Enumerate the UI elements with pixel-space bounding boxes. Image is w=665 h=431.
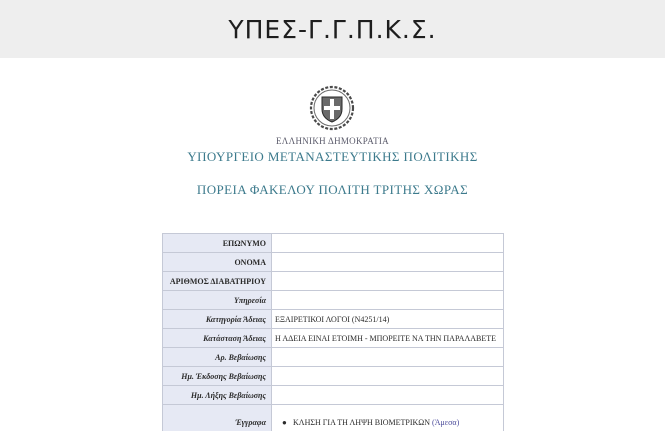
row-label-surname: ΕΠΩΝΥΜΟ (163, 234, 272, 253)
table-row (163, 405, 504, 431)
row-value-permit-status: Η ΑΔΕΙΑ ΕΙΝΑΙ ΕΤΟΙΜΗ - ΜΠΟΡΕΙΤΕ ΝΑ ΤΗΝ ΠΑΡΑΛΑΒΕΤΕ (272, 329, 504, 348)
application-status-table (162, 233, 504, 431)
republic-name: ΕΛΛΗΝΙΚΗ ΔΗΜΟΚΡΑΤΙΑ (276, 136, 389, 146)
row-value-service (272, 291, 504, 310)
greek-coat-of-arms-icon (309, 85, 355, 131)
table-row (163, 253, 504, 272)
row-label-service: Υπηρεσία (163, 291, 272, 310)
table-row (163, 367, 504, 386)
table-row (163, 329, 504, 348)
table-row (163, 310, 504, 329)
table-row (163, 386, 504, 405)
row-label-issue-date: Ημ. Έκδοσης Βεβαίωσης (163, 367, 272, 386)
row-value-certificate-number (272, 348, 504, 367)
bullet-icon: ● (282, 417, 287, 427)
top-header (0, 0, 665, 58)
row-label-documents: Έγγραφα (163, 405, 272, 431)
document-item-text: ΚΛΗΣΗ ΓΙΑ ΤΗ ΛΗΨΗ ΒΙΟΜΕΤΡΙΚΩΝ (293, 417, 431, 427)
table-row (163, 291, 504, 310)
document-item-note: (Άμεσα) (432, 417, 460, 427)
row-label-passport: ΑΡΙΘΜΟΣ ΔΙΑΒΑΤΗΡΙΟΥ (163, 272, 272, 291)
header-title: ΥΠΕΣ-Γ.Γ.Π.Κ.Σ. (228, 14, 437, 44)
row-label-permit-status: Κατάσταση Άδειας (163, 329, 272, 348)
row-label-expiry-date: Ημ. Λήξης Βεβαίωσης (163, 386, 272, 405)
row-value-passport (272, 272, 504, 291)
row-label-certificate-number: Αρ. Βεβαίωσης (163, 348, 272, 367)
row-value-expiry-date (272, 386, 504, 405)
ministry-name: ΥΠΟΥΡΓΕΙΟ ΜΕΤΑΝΑΣΤΕΥΤΙΚΗΣ ΠΟΛΙΤΙΚΗΣ (187, 149, 478, 164)
table-row (163, 348, 504, 367)
row-value-name (272, 253, 504, 272)
row-value-documents (272, 405, 504, 431)
row-value-surname (272, 234, 504, 253)
status-document (0, 58, 665, 431)
row-label-name: ΟΝΟΜΑ (163, 253, 272, 272)
document-title: ΠΟΡΕΙΑ ΦΑΚΕΛΟΥ ΠΟΛΙΤΗ ΤΡΙΤΗΣ ΧΩΡΑΣ (196, 182, 469, 197)
documents-list (275, 418, 500, 427)
row-value-issue-date (272, 367, 504, 386)
row-label-permit-category: Κατηγορία Άδειας (163, 310, 272, 329)
list-item[interactable] (282, 417, 500, 427)
table-row (163, 234, 504, 253)
table-row (163, 272, 504, 291)
row-value-permit-category: ΕΞΑΙΡΕΤΙΚΟΙ ΛΟΓΟΙ (Ν4251/14) (272, 310, 504, 329)
